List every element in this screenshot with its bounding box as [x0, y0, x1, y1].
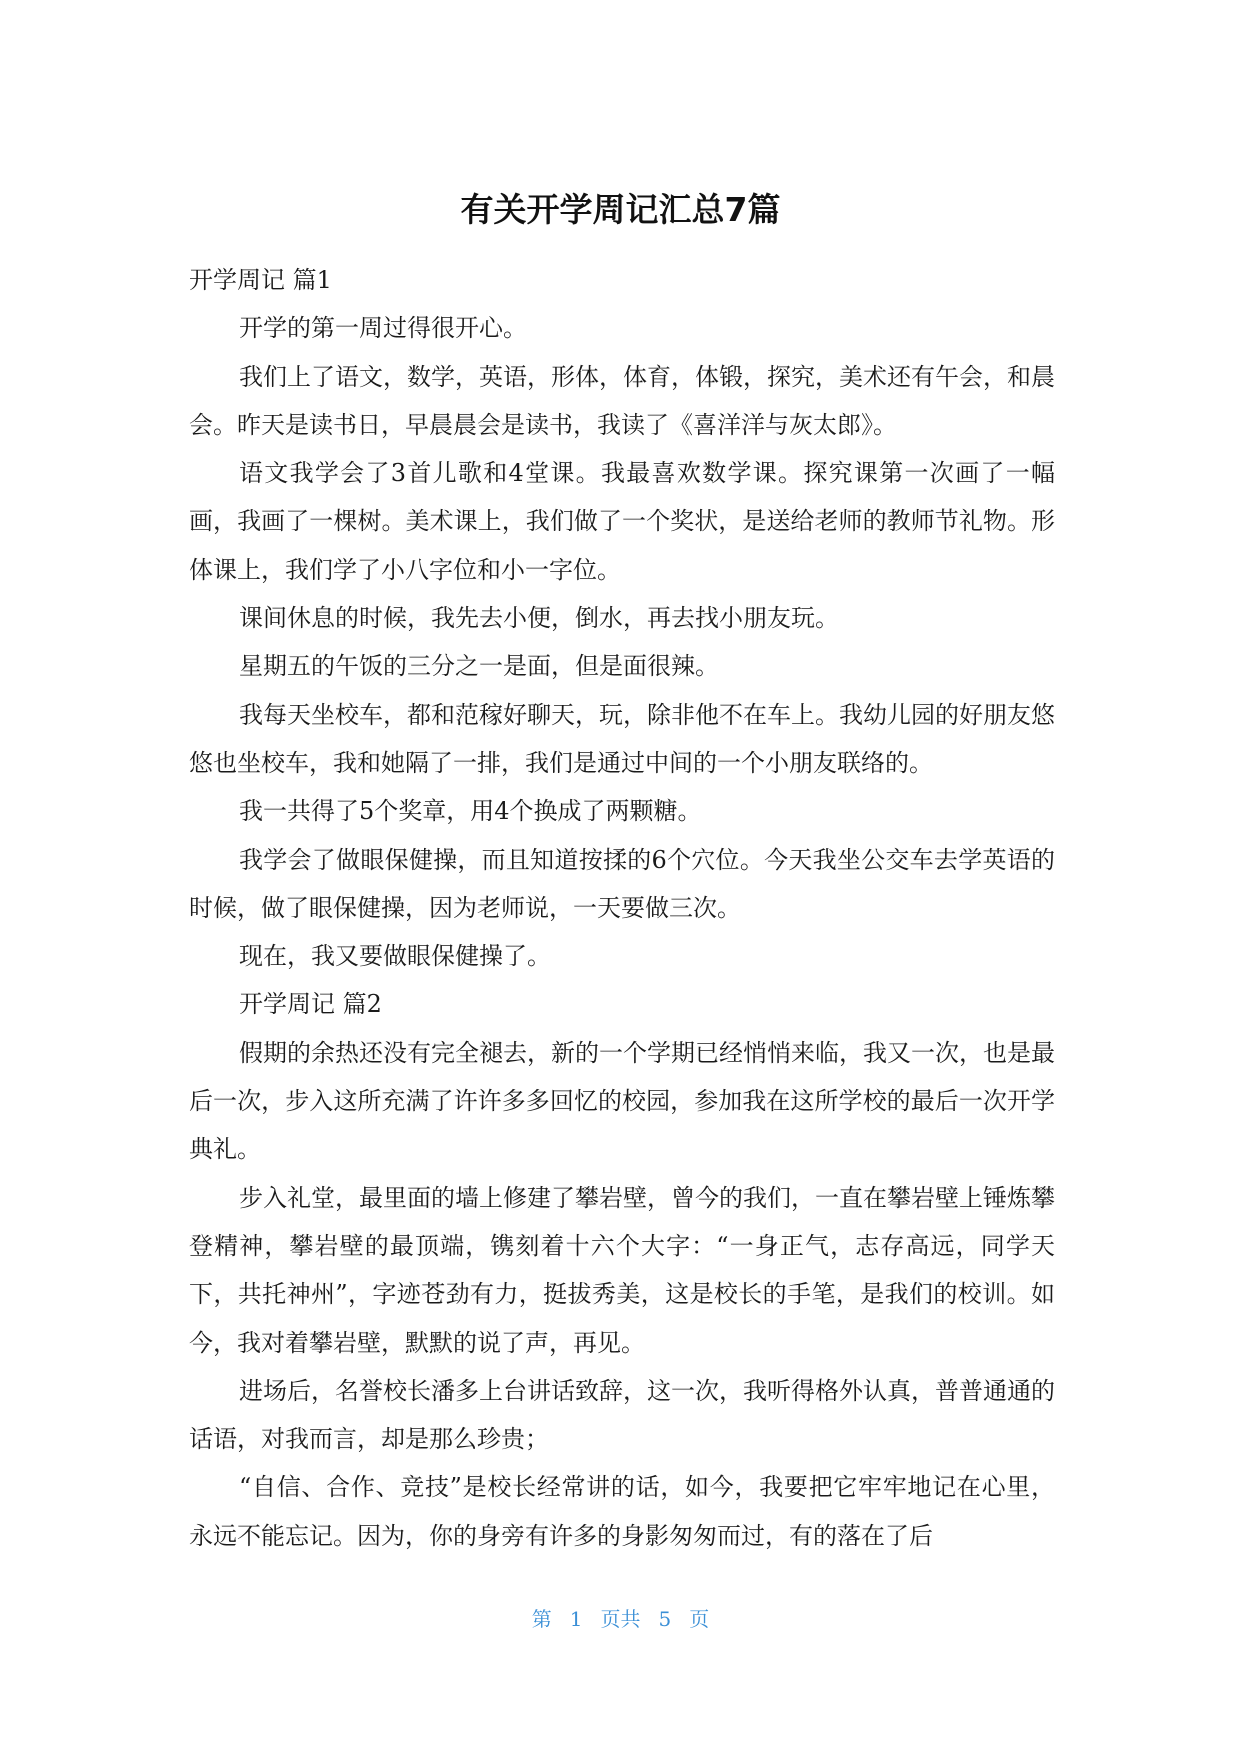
paragraph: 课间休息的时候，我先去小便，倒水，再去找小朋友玩。 [239, 604, 839, 633]
paragraph: 我们上了语文，数学，英语，形体，体育，体锻，探究，美术还有午会，和晨会。昨天是读书日，早晨晨会是读书，我读了《喜洋洋与灰太郎》。 [189, 362, 1055, 439]
paragraph: 我学会了做眼保健操，而且知道按揉的6个穴位。今天我坐公交车去学英语的时候，做了眼保健操，因为老师说，一天要做三次。 [189, 845, 1055, 922]
paragraph: 开学的第一周过得很开心。 [239, 314, 527, 343]
document-title: 有关开学周记汇总7篇 [460, 190, 781, 229]
paragraph: 假期的余热还没有完全褪去，新的一个学期已经悄悄来临，我又一次，也是最后一次，步入这所充满了许许多多回忆的校园，参加我在这所学校的最后一次开学典礼。 [189, 1038, 1055, 1164]
paragraph: 进场后，名誉校长潘多上台讲话致辞，这一次，我听得格外认真，普普通通的话语，对我而言，却是那么珍贵； [189, 1376, 1055, 1454]
section-heading: 开学周记 篇2 [239, 990, 382, 1019]
page-label-suffix: 页 [689, 1607, 710, 1631]
paragraph: 我每天坐校车，都和范稼好聊天，玩，除非他不在车上。我幼儿园的好朋友悠悠也坐校车，我和她隔了一排，我们是通过中间的一个小朋友联络的。 [189, 700, 1055, 777]
total-pages-number: 5 [658, 1607, 672, 1631]
page-label-prefix: 第 [531, 1607, 552, 1631]
section-heading: 开学周记 篇1 [189, 266, 332, 294]
document-body [189, 256, 1055, 1560]
paragraph: 语文我学会了3首儿歌和4堂课。我最喜欢数学课。探究课第一次画了一幅画，我画了一棵树。美术课上，我们做了一个奖状，是送给老师的教师节礼物。形体课上，我们学了小八字位和小一字位。 [189, 459, 1055, 584]
paragraph: 我一共得了5个奖章，用4个换成了两颗糖。 [239, 797, 702, 826]
current-page-number: 1 [569, 1607, 583, 1631]
paragraph: 步入礼堂，最里面的墙上修建了攀岩壁，曾今的我们，一直在攀岩壁上锤炼攀登精神，攀岩壁的最顶端，镌刻着十六个大字：“一身正气，志存高远，同学天下，共托神州”，字迹苍劲有力，挺拔秀美，这是校长的手笔，是我们的校训。如今，我对着攀岩壁，默默的说了声，再见。 [189, 1183, 1055, 1357]
paragraph: 星期五的午饭的三分之一是面，但是面很辣。 [239, 652, 719, 681]
paragraph: 现在，我又要做眼保健操了。 [239, 942, 551, 971]
page-label-mid: 页共 [600, 1607, 641, 1631]
page-footer [0, 1604, 1241, 1634]
paragraph: “自信、合作、竞技”是校长经常讲的话，如今，我要把它牢牢地记在心里，永远不能忘记。因为，你的身旁有许多的身影匆匆而过，有的落在了后 [189, 1473, 1055, 1550]
